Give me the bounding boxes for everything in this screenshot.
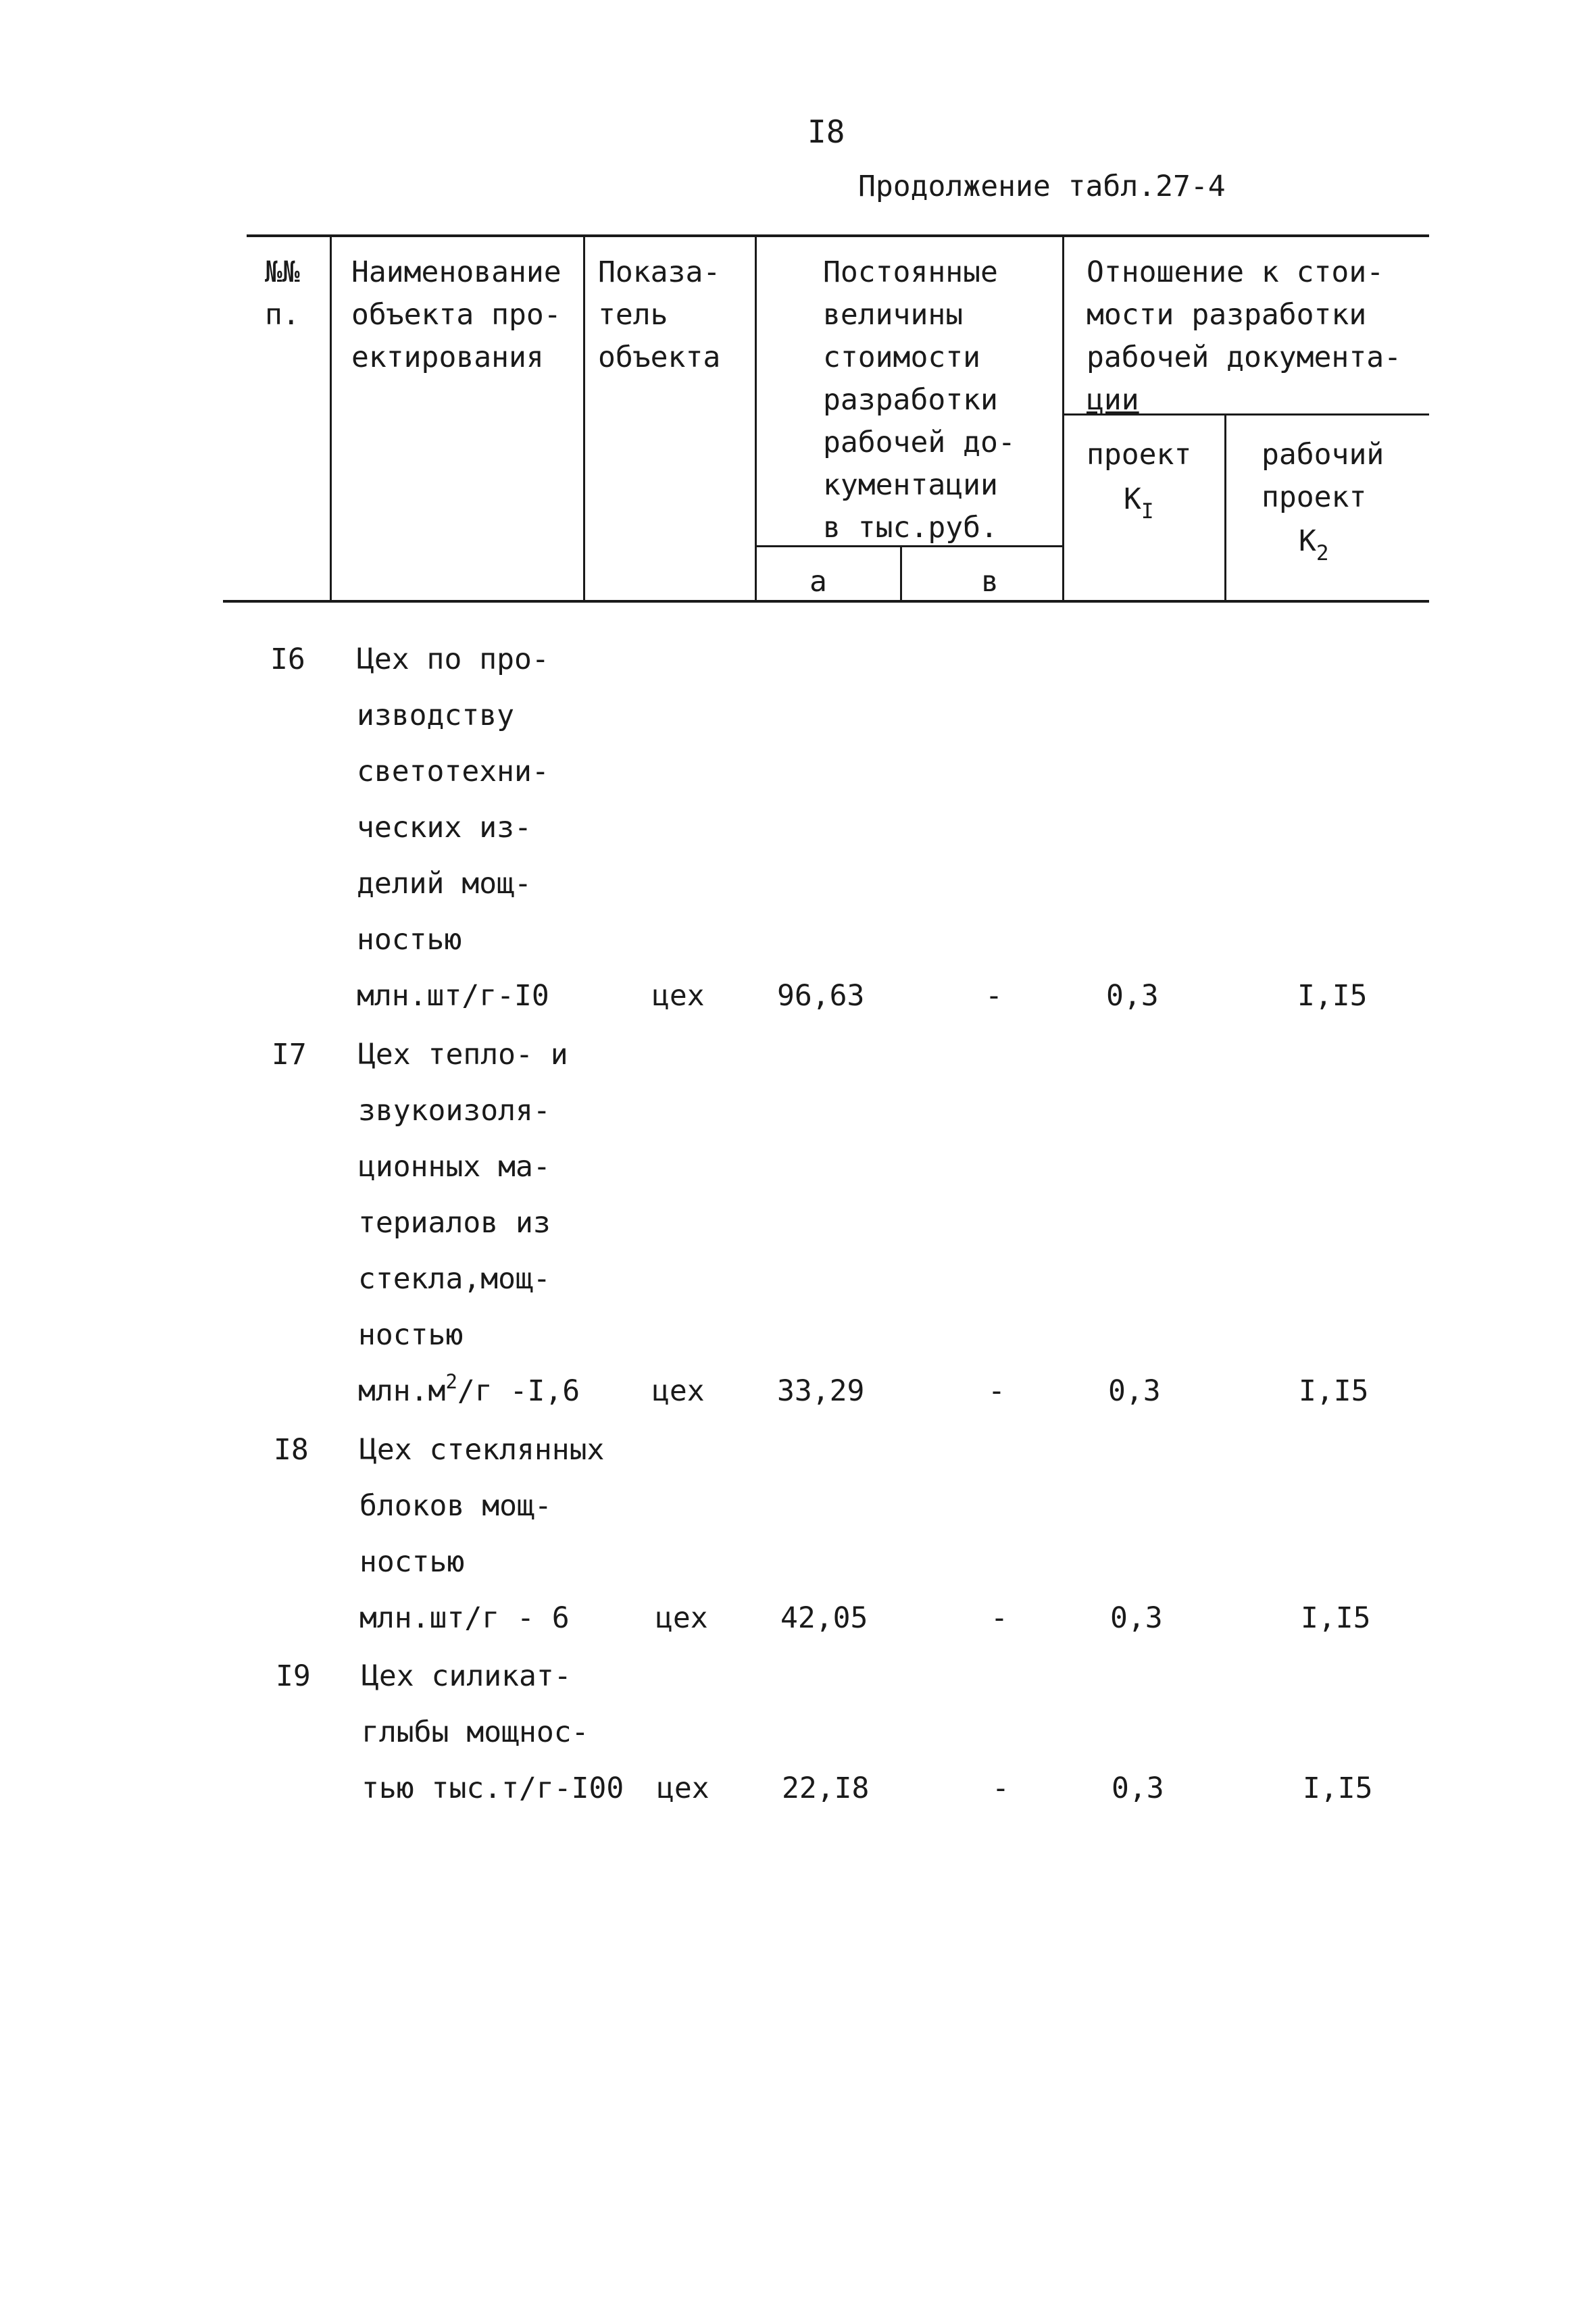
k2-symbol: К: [1299, 524, 1316, 558]
header-indicator-line: тель: [598, 298, 668, 332]
value-k2: I,I5: [1303, 1771, 1373, 1805]
name-line: [358, 1370, 580, 1408]
col-divider-3: [755, 235, 757, 601]
name-line: ционных ма-: [358, 1150, 551, 1184]
header-constants: [823, 251, 1016, 549]
name-line: млн.шт/г - 6: [359, 1601, 570, 1635]
header-constants-line: Постоянные: [823, 255, 998, 289]
object-indicator: цех: [652, 979, 705, 1013]
header-k1-symbol: [1124, 482, 1154, 524]
header-col-b: в: [981, 565, 999, 599]
header-name: [351, 251, 562, 379]
value-k2: I,I5: [1301, 1601, 1371, 1635]
header-bottom-rule: [223, 600, 1429, 603]
value-k2: I,I5: [1297, 979, 1368, 1013]
name-line: ческих из-: [357, 811, 532, 845]
superscript-2: 2: [445, 1370, 457, 1393]
value-a: 22,I8: [782, 1771, 870, 1805]
col-divider-5: [1062, 235, 1064, 601]
header-constants-line: разработки: [823, 383, 998, 417]
col-divider-2: [583, 235, 585, 601]
name-line: стекла,мощ-: [358, 1262, 551, 1296]
k1-symbol: К: [1124, 482, 1141, 516]
header-ratio-line: ции: [1087, 383, 1139, 417]
name-line: блоков мощ-: [359, 1489, 552, 1523]
value-k1: 0,3: [1108, 1374, 1161, 1408]
object-indicator: цех: [652, 1374, 705, 1408]
header-constants-line: рабочей до-: [823, 426, 1016, 459]
col-divider-4: [900, 546, 902, 601]
name-line: ностью: [357, 923, 462, 957]
col-divider-6: [1224, 414, 1226, 601]
header-col-a: а: [809, 565, 827, 599]
header-ratio-line: рабочей документа-: [1087, 341, 1401, 374]
name-line: звукоизоля-: [358, 1094, 551, 1128]
value-b: -: [988, 1374, 1005, 1408]
name-line: Цех тепло- и: [358, 1038, 568, 1072]
header-ratio-line: Отношение к стои-: [1087, 255, 1385, 289]
row-num: I8: [274, 1433, 309, 1467]
header-indicator: [598, 251, 720, 379]
header-num: [265, 251, 300, 336]
value-a: 96,63: [777, 979, 865, 1013]
name-line: Цех по про-: [357, 643, 549, 676]
name-line: глыбы мощнос-: [361, 1715, 589, 1749]
header-constants-line: кументации: [823, 468, 998, 502]
name-line: ностью: [358, 1318, 464, 1352]
header-name-line: Наименование: [351, 255, 562, 289]
row-num: I6: [270, 643, 305, 676]
header-indicator-line: Показа-: [598, 255, 721, 289]
value-k1: 0,3: [1110, 1601, 1163, 1635]
col-divider-1: [330, 235, 332, 601]
header-name-line: объекта про-: [351, 298, 562, 332]
table-caption: Продолжение табл.27-4: [858, 170, 1226, 203]
k1-subscript: I: [1141, 499, 1154, 524]
header-num-line: №№: [265, 255, 300, 289]
header-ratio-line: мости разработки: [1087, 298, 1367, 332]
object-indicator: цех: [657, 1771, 709, 1805]
value-a: 42,05: [780, 1601, 868, 1635]
header-constants-line: стоимости: [823, 341, 980, 374]
name-line: териалов из: [358, 1206, 551, 1240]
name-last-pre: млн.м: [358, 1374, 446, 1408]
value-a: 33,29: [777, 1374, 865, 1408]
value-b: -: [992, 1771, 1009, 1805]
name-line: светотехни-: [357, 755, 549, 788]
header-num-line: п.: [265, 298, 300, 332]
name-line: ностью: [359, 1545, 465, 1579]
name-line: млн.шт/г-I0: [357, 979, 549, 1013]
value-k1: 0,3: [1112, 1771, 1164, 1805]
name-line: Цех стеклянных: [359, 1433, 605, 1467]
header-ratio: [1087, 251, 1401, 422]
row-num: I7: [272, 1038, 307, 1072]
header-indicator-line: объекта: [598, 341, 721, 374]
header-top-rule: [247, 234, 1429, 237]
value-k1: 0,3: [1106, 979, 1159, 1013]
name-line: Цех силикат-: [361, 1659, 572, 1693]
name-last-post: /г -I,6: [457, 1374, 580, 1408]
name-line: делий мощ-: [357, 867, 532, 901]
header-k2-symbol: [1299, 524, 1329, 565]
page-number: I8: [807, 114, 845, 150]
row-num: I9: [276, 1659, 311, 1693]
name-line: изводству: [357, 699, 514, 732]
header-k1-label: проект: [1087, 438, 1192, 472]
header-constants-line: величины: [823, 298, 964, 332]
header-constants-line: в тыс.руб.: [823, 511, 998, 545]
header-name-line: ектирования: [351, 341, 544, 374]
object-indicator: цех: [655, 1601, 708, 1635]
value-b: -: [991, 1601, 1008, 1635]
value-k2: I,I5: [1299, 1374, 1369, 1408]
value-b: -: [985, 979, 1003, 1013]
header-k2-label-1: рабочий: [1262, 438, 1385, 472]
name-line: тью тыс.т/г-I00: [361, 1771, 624, 1805]
k2-subscript: 2: [1316, 541, 1329, 565]
header-k2-label-2: проект: [1262, 480, 1367, 514]
